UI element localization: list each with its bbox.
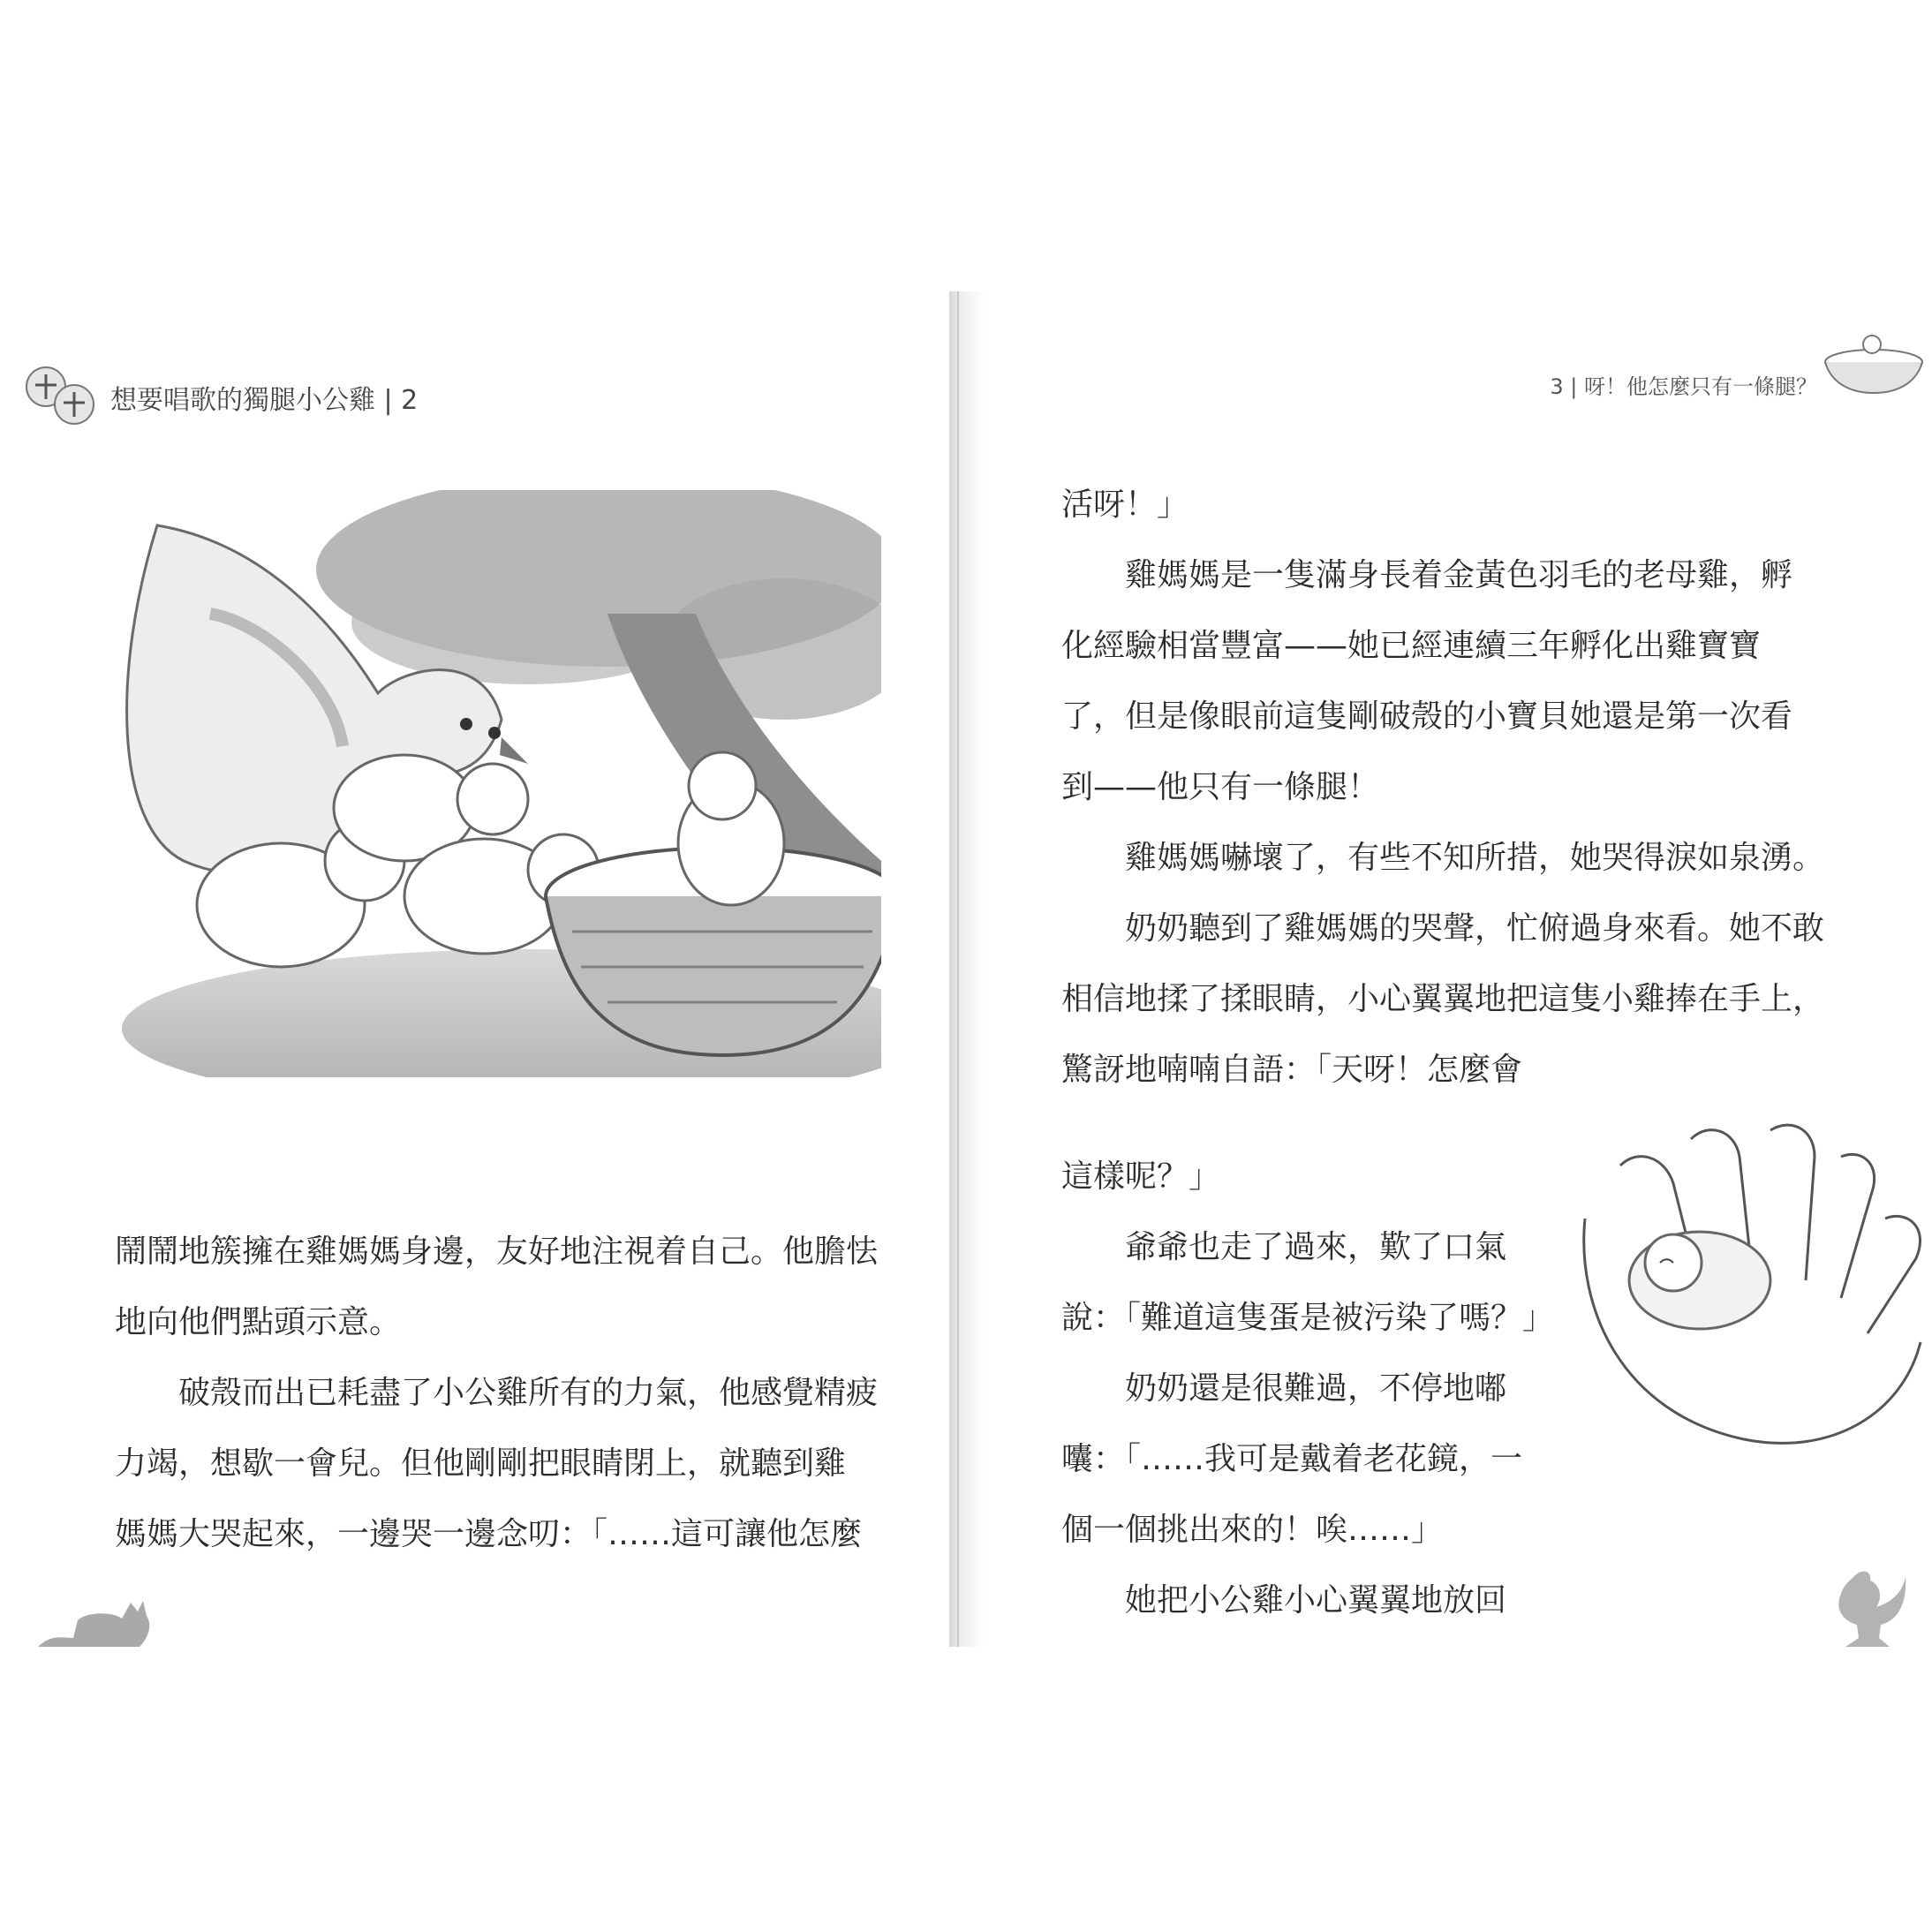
- text-line: 個一個挑出來的！唉……」: [1061, 1512, 1444, 1548]
- text-line: 說：「難道這隻蛋是被污染了嗎？」: [1061, 1300, 1555, 1336]
- hen-and-chicks-illustration: [113, 490, 881, 1077]
- text-line: 雞媽媽是一隻滿身長着金黃色羽毛的老母雞，孵: [1125, 557, 1793, 593]
- text-line: 奶奶聽到了雞媽媽的哭聲，忙俯過身來看。她不敢: [1125, 910, 1825, 947]
- text-line: 鬧鬧地簇擁在雞媽媽身邊，友好地注視着自己。他膽怯: [115, 1234, 879, 1270]
- text-line: 奶奶還是很難過，不停地嘟: [1125, 1370, 1507, 1407]
- gutter-line: [957, 291, 959, 1647]
- right-body-text-bottom: [1061, 1142, 1555, 1636]
- text-line: 她把小公雞小心翼翼地放回: [1125, 1582, 1507, 1619]
- page-gutter: [949, 291, 985, 1647]
- left-body-text: [115, 1217, 892, 1570]
- running-head-left: 想要唱歌的獨腿小公雞 | 2: [110, 385, 419, 416]
- right-body-text-top: [1061, 470, 1838, 1106]
- rooster-silhouette-icon: [1828, 1567, 1907, 1651]
- text-line: 了，但是像眼前這隻剛破殼的小寶貝她還是第一次看: [1061, 698, 1793, 735]
- text-line: 這樣呢？」: [1061, 1158, 1221, 1195]
- text-line: 爺爺也走了過來，歎了口氣: [1125, 1229, 1507, 1265]
- text-line: 化經驗相當豐富——她已經連續三年孵化出雞寶寶: [1061, 628, 1762, 664]
- text-line: 破殼而出已耗盡了小公雞所有的力氣，他感覺精疲: [178, 1375, 879, 1411]
- text-line: 驚訝地喃喃自語：「天呀！怎麼會: [1061, 1052, 1523, 1088]
- text-line: 到——他只有一條腿！: [1061, 769, 1380, 805]
- text-line: 相信地揉了揉眼睛，小心翼翼地把這隻小雞捧在手上，: [1061, 981, 1825, 1017]
- series-logo-icon: [19, 360, 101, 431]
- text-line: 地向他們點頭示意。: [115, 1304, 402, 1340]
- cat-silhouette-icon: [34, 1585, 157, 1651]
- text-line: 雞媽媽嚇壞了，有些不知所措，她哭得淚如泉湧。: [1125, 840, 1825, 876]
- basket-icon: [1821, 327, 1927, 397]
- hands-holding-chick-illustration: [1567, 1113, 1932, 1466]
- text-line: 囔：「……我可是戴着老花鏡，一: [1061, 1441, 1523, 1477]
- text-line: 力竭，想歇一會兒。但他剛剛把眼睛閉上，就聽到雞: [115, 1445, 847, 1482]
- text-line: 媽媽大哭起來，一邊哭一邊念叨：「……這可讓他怎麼: [115, 1516, 863, 1552]
- text-line: 活呀！」: [1061, 487, 1189, 523]
- running-head-right: 3 | 呀！他怎麼只有一條腿？: [1550, 374, 1817, 399]
